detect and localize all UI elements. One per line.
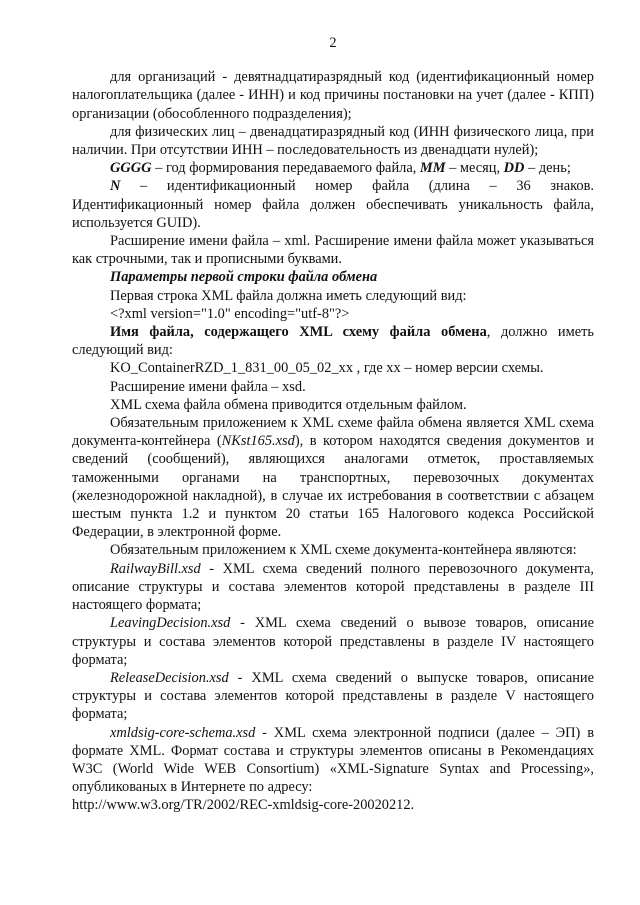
file-xmldsig: xmldsig-core-schema.xsd (110, 724, 256, 741)
schema-name-text: , должно иметь следующий вид: (72, 324, 594, 359)
text-day: – день; (524, 160, 571, 177)
paragraph-file-id (72, 177, 594, 232)
code-day: DD (503, 160, 525, 177)
xml-declaration: <?xml version="1.0" encoding="utf-8"?> (110, 305, 350, 322)
container-schema-file: NKst165.xsd (221, 433, 295, 450)
list-item-xmldsig: xmldsig-core-schema.xsd - XML схема электронной подписи (далее – ЭП) в формате XML. Формат состава и структуры элементов описаны в Рекомендациях W3C (World Wide WEB Consortium) «XML-Signature Syntax and Processing», опубликованых в Интернете по адресу: (72, 724, 594, 796)
schema-name-heading: Имя файла, содержащего XML схему файла обмена (110, 324, 487, 341)
paragraph-first-line: Первая строка XML файла должна иметь следующий вид: (110, 287, 467, 304)
code-n: N (110, 178, 121, 195)
section-heading-first-line: Параметры первой строки файла обмена (110, 269, 378, 286)
w3c-url: http://www.w3.org/TR/2002/REC-xmldsig-core-20020212. (72, 797, 415, 814)
paragraph-organizations: для организаций - девятнадцатиразрядный код (идентификационный номер налогоплательщика (далее - ИНН) и код причины постановки на учет (далее - КПП) организации (обособленного подразделения); (72, 69, 594, 122)
text-file-id: – идентификационный номер файла (длина – 36 знаков. Идентификационный номер файла должен обеспечивать уникальность файла, используется GUID). (72, 178, 594, 231)
text-month: – месяц, (445, 160, 504, 177)
list-item-leaving-decision: LeavingDecision.xsd - XML схема сведений о вывозе товаров, описание структуры и состава элементов которой представлены в разделе IV настоящего формата; (72, 615, 594, 668)
paragraph-date-codes (72, 159, 594, 177)
paragraph-container-appendix: Обязательным приложением к XML схеме документа-контейнера являются: (110, 542, 577, 559)
list-item-release-decision: ReleaseDecision.xsd - XML схема сведений о выпуске товаров, описание структуры и состава элементов которой представлены в разделе V настоящего формата; (72, 669, 594, 723)
paragraph-schema-name (72, 323, 594, 359)
list-item-railwaybill: RailwayBill.xsd - XML схема сведений полного перевозочного документа, описание структуры и состава элементов которой представлены в разделе III настоящего формата; (72, 560, 594, 614)
file-release-decision: ReleaseDecision.xsd (110, 669, 229, 686)
schema-extension: Расширение имени файла – xsd. (110, 378, 306, 395)
text-year: – год формирования передаваемого файла, (151, 160, 420, 177)
file-leaving-decision: LeavingDecision.xsd (110, 615, 231, 632)
code-month: MM (419, 160, 446, 177)
paragraph-container-schema: Обязательным приложением к XML схеме файла обмена является XML схема документа-контейнера (NKst165.xsd), в котором находятся сведения документов и сведений (сообщений), являющихся аналогами отметок, проставляемых таможенными органами на транспортных, перевозочных документах (железнодорожной накладной), в случае их истребования в соответствии с абзацем шестым пункта 1.2 и пунктом 20 статьи 165 Налогового кодекса Российской Федерации, в электронной форме. (72, 415, 594, 541)
schema-separate-file: XML схема файла обмена приводится отдельным файлом. (110, 396, 467, 413)
schema-file-name: KO_ContainerRZD_1_831_00_05_02_xx , где хх – номер версии схемы. (110, 360, 544, 377)
paragraph-extension: Расширение имени файла – xml. Расширение имени файла может указываться как строчными, так и прописными буквами. (72, 233, 594, 268)
paragraph-individuals: для физических лиц – двенадцатиразрядный код (ИНН физического лица, при наличии. При отсутствии ИНН – последовательность из двенадцати нулей); (72, 123, 594, 159)
page-number: 2 (329, 35, 337, 51)
code-year: GGGG (110, 160, 152, 177)
file-railwaybill: RailwayBill.xsd (110, 560, 201, 577)
